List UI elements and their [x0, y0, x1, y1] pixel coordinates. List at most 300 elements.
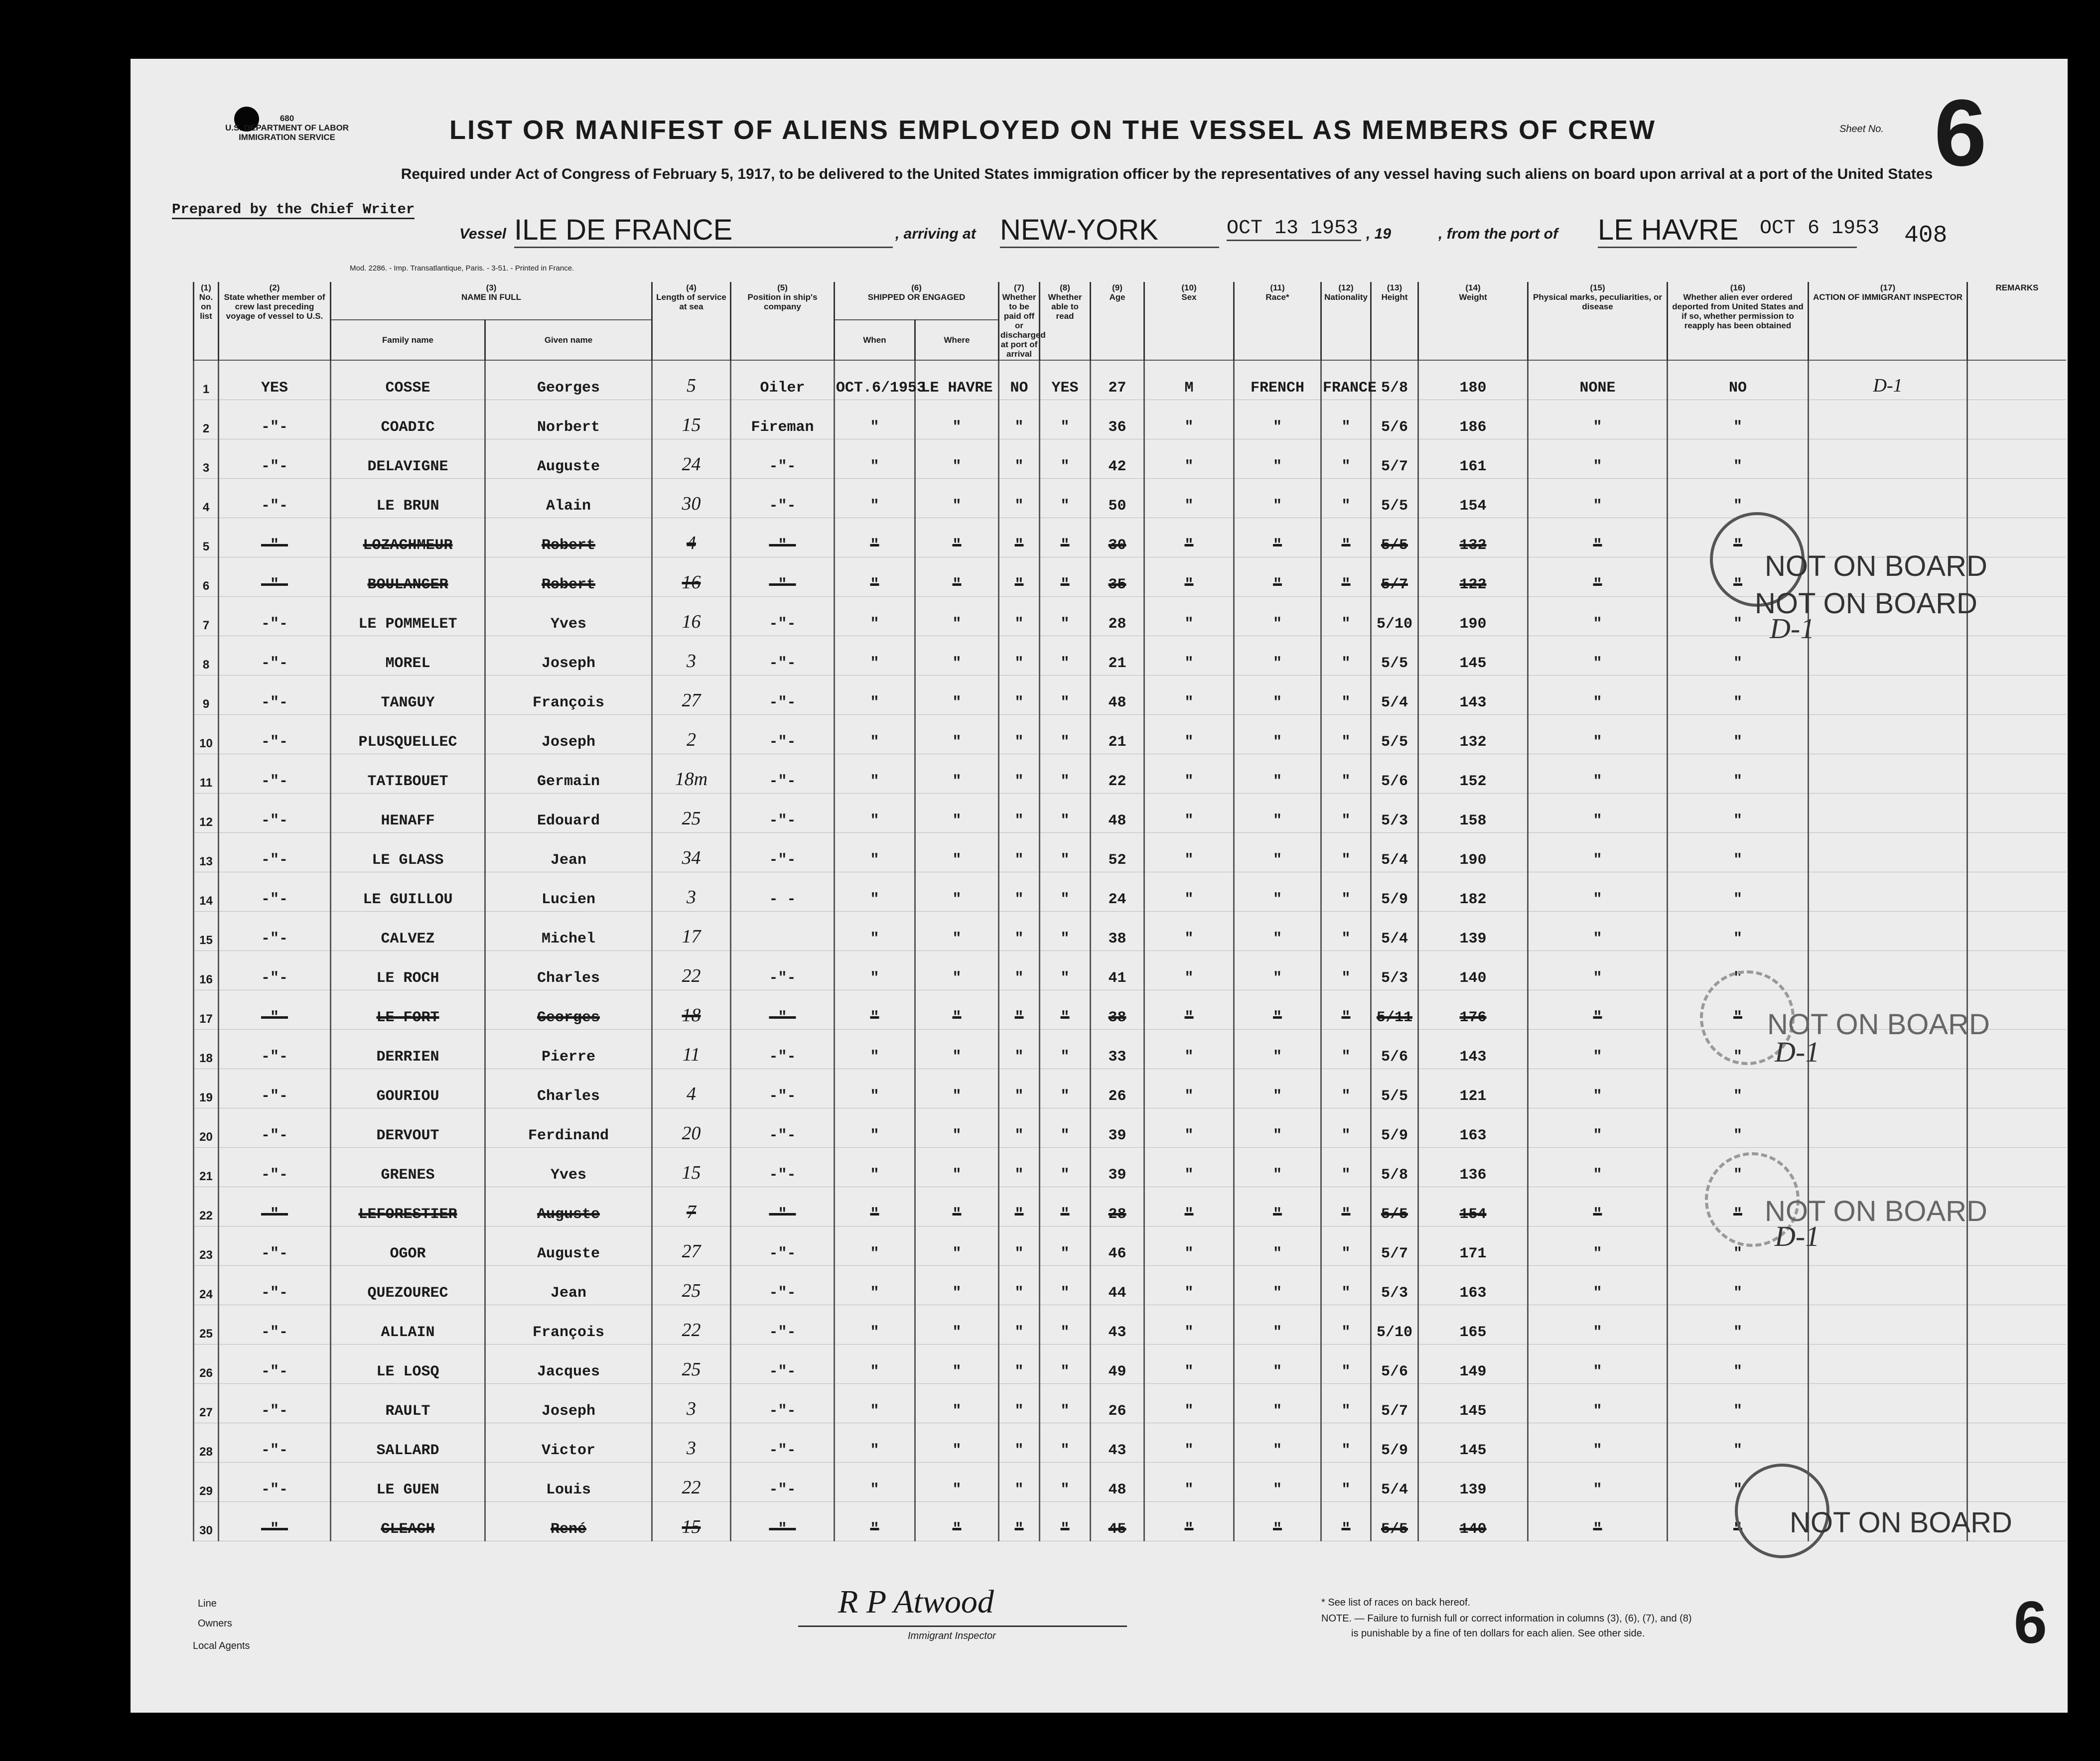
nationality-cell: ": [1321, 1345, 1371, 1384]
physical-marks-cell: ": [1528, 715, 1668, 754]
height-cell: 5/5: [1371, 518, 1418, 557]
shipped-when-cell: ": [835, 1187, 915, 1226]
able-to-read-cell: ": [1040, 1502, 1091, 1541]
height-cell: 5/3: [1371, 1266, 1418, 1305]
height-cell: 5/4: [1371, 833, 1418, 872]
not-on-board-stamp: NOT ON BOARD: [1790, 1506, 2012, 1539]
nationality-cell: ": [1321, 1030, 1371, 1069]
d1-mark: D-1: [1775, 1036, 1820, 1068]
paid-off-cell: ": [999, 557, 1040, 597]
nationality-cell: ": [1321, 1423, 1371, 1463]
form-number: 680: [280, 114, 294, 123]
shipped-when-cell: ": [835, 400, 915, 439]
table-row: [194, 676, 2067, 715]
row-number: 16: [194, 951, 219, 990]
age-cell: 36: [1091, 400, 1144, 439]
prev-voyage-cell: -"-: [219, 1423, 331, 1463]
sheet-label: Sheet No.: [1839, 124, 1884, 135]
given-name-cell: Georges: [485, 360, 652, 400]
position-cell: -"-: [731, 1030, 835, 1069]
col-when-header: When: [835, 320, 915, 361]
family-name-cell: COSSE: [331, 360, 485, 400]
table-row: [194, 872, 2067, 912]
paid-off-cell: ": [999, 1384, 1040, 1423]
sheet-number: 6: [1934, 80, 1987, 186]
family-name-cell: MOREL: [331, 636, 485, 676]
footer-sheet-number: 6: [2014, 1589, 2047, 1656]
service-length-cell: 2: [652, 715, 731, 754]
prev-voyage-cell: -"-: [219, 439, 331, 479]
manifest-sheet: [131, 59, 2068, 1713]
race-cell: ": [1234, 518, 1321, 557]
nationality-cell: ": [1321, 754, 1371, 794]
nationality-cell: FRANCE: [1321, 360, 1371, 400]
age-cell: 43: [1091, 1423, 1144, 1463]
given-name-cell: Charles: [485, 1069, 652, 1108]
row-number: 23: [194, 1226, 219, 1266]
family-name-cell: PLUSQUELLEC: [331, 715, 485, 754]
service-length-cell: 15: [652, 400, 731, 439]
prev-voyage-cell: -"-: [219, 1305, 331, 1345]
shipped-when-cell: ": [835, 439, 915, 479]
d1-mark: D-1: [1770, 612, 1815, 645]
deported-cell: ": [1668, 754, 1809, 794]
age-cell: 38: [1091, 912, 1144, 951]
given-name-cell: Victor: [485, 1423, 652, 1463]
service-length-cell: 3: [652, 1384, 731, 1423]
table-row: [194, 1423, 2067, 1463]
height-cell: 5/4: [1371, 1463, 1418, 1502]
given-name-cell: Joseph: [485, 1384, 652, 1423]
given-name-cell: Jean: [485, 833, 652, 872]
deported-cell: ": [1668, 1226, 1809, 1266]
position-cell: -"-: [731, 1187, 835, 1226]
physical-marks-cell: ": [1528, 1187, 1668, 1226]
action-cell: [1809, 1226, 1967, 1266]
header-row: [194, 282, 2067, 320]
deported-cell: ": [1668, 1502, 1809, 1541]
able-to-read-cell: ": [1040, 400, 1091, 439]
race-cell: ": [1234, 1226, 1321, 1266]
age-cell: 26: [1091, 1384, 1144, 1423]
shipped-when-cell: ": [835, 1423, 915, 1463]
row-number: 11: [194, 754, 219, 794]
shipped-when-cell: ": [835, 1226, 915, 1266]
race-cell: ": [1234, 1148, 1321, 1187]
deported-cell: ": [1668, 1148, 1809, 1187]
sex-cell: ": [1144, 1148, 1234, 1187]
family-name-cell: HENAFF: [331, 794, 485, 833]
weight-cell: 171: [1418, 1226, 1528, 1266]
remarks-cell: [1967, 676, 2066, 715]
table-row: [194, 715, 2067, 754]
nationality-cell: ": [1321, 400, 1371, 439]
prev-voyage-cell: -"-: [219, 912, 331, 951]
col-action-header: (17) ACTION OF IMMIGRANT INSPECTOR: [1809, 282, 1967, 360]
col-race-header: (11) Race*: [1234, 282, 1321, 360]
remarks-cell: [1967, 636, 2066, 676]
race-cell: ": [1234, 1305, 1321, 1345]
action-cell: [1809, 1305, 1967, 1345]
race-cell: ": [1234, 833, 1321, 872]
race-cell: ": [1234, 1266, 1321, 1305]
able-to-read-cell: ": [1040, 1463, 1091, 1502]
shipped-when-cell: ": [835, 715, 915, 754]
nationality-cell: ": [1321, 1069, 1371, 1108]
family-name-cell: CALVEZ: [331, 912, 485, 951]
race-cell: ": [1234, 400, 1321, 439]
family-name-cell: SALLARD: [331, 1423, 485, 1463]
service-length-cell: 18: [652, 990, 731, 1030]
age-cell: 50: [1091, 479, 1144, 518]
weight-cell: 152: [1418, 754, 1528, 794]
height-cell: 5/6: [1371, 1345, 1418, 1384]
table-row: [194, 754, 2067, 794]
able-to-read-cell: ": [1040, 1423, 1091, 1463]
nationality-cell: ": [1321, 1108, 1371, 1148]
physical-marks-cell: ": [1528, 636, 1668, 676]
physical-marks-cell: ": [1528, 1423, 1668, 1463]
family-name-cell: LE BRUN: [331, 479, 485, 518]
physical-marks-cell: ": [1528, 1030, 1668, 1069]
deported-cell: ": [1668, 794, 1809, 833]
shipped-where-cell: ": [915, 1502, 999, 1541]
height-cell: 5/9: [1371, 872, 1418, 912]
sex-cell: ": [1144, 1030, 1234, 1069]
prev-voyage-cell: -"-: [219, 479, 331, 518]
prev-voyage-cell: -"-: [219, 1226, 331, 1266]
deported-cell: ": [1668, 1423, 1809, 1463]
prev-voyage-cell: YES: [219, 360, 331, 400]
position-cell: [731, 912, 835, 951]
given-name-cell: François: [485, 1305, 652, 1345]
table-row: [194, 439, 2067, 479]
nationality-cell: ": [1321, 557, 1371, 597]
position-cell: -"-: [731, 597, 835, 636]
shipped-where-cell: ": [915, 1423, 999, 1463]
service-length-cell: 7: [652, 1187, 731, 1226]
col-position-header: (5) Position in ship's company: [731, 282, 835, 360]
given-name-cell: Charles: [485, 951, 652, 990]
age-cell: 30: [1091, 518, 1144, 557]
from-label: , from the port of: [1438, 226, 1558, 242]
weight-cell: 180: [1418, 360, 1528, 400]
nationality-cell: ": [1321, 872, 1371, 912]
deported-cell: ": [1668, 518, 1809, 557]
deported-cell: ": [1668, 872, 1809, 912]
given-name-cell: Jean: [485, 1266, 652, 1305]
sex-cell: ": [1144, 1069, 1234, 1108]
family-name-cell: LE FORT: [331, 990, 485, 1030]
race-cell: ": [1234, 439, 1321, 479]
row-number: 28: [194, 1423, 219, 1463]
age-cell: 39: [1091, 1148, 1144, 1187]
shipped-when-cell: ": [835, 636, 915, 676]
shipped-where-cell: ": [915, 1108, 999, 1148]
height-cell: 5/7: [1371, 1226, 1418, 1266]
position-cell: -"-: [731, 990, 835, 1030]
paid-off-cell: ": [999, 597, 1040, 636]
weight-cell: 190: [1418, 597, 1528, 636]
age-cell: 48: [1091, 794, 1144, 833]
row-number: 1: [194, 360, 219, 400]
prepared-by: Prepared by the Chief Writer: [172, 201, 415, 219]
physical-marks-cell: ": [1528, 794, 1668, 833]
position-cell: -"-: [731, 1266, 835, 1305]
age-cell: 41: [1091, 951, 1144, 990]
sex-cell: ": [1144, 872, 1234, 912]
physical-marks-cell: ": [1528, 1305, 1668, 1345]
service-length-cell: 17: [652, 912, 731, 951]
shipped-when-cell: ": [835, 990, 915, 1030]
race-cell: ": [1234, 1108, 1321, 1148]
row-number: 14: [194, 872, 219, 912]
shipped-when-cell: ": [835, 1502, 915, 1541]
position-cell: -"-: [731, 636, 835, 676]
shipped-when-cell: ": [835, 1345, 915, 1384]
not-on-board-stamp: NOT ON BOARD: [1765, 550, 1987, 582]
able-to-read-cell: ": [1040, 951, 1091, 990]
col-marks-header: (15) Physical marks, peculiarities, or disease: [1528, 282, 1668, 360]
race-cell: ": [1234, 912, 1321, 951]
arrival-port: NEW-YORK: [1000, 213, 1219, 248]
paid-off-cell: ": [999, 912, 1040, 951]
paid-off-cell: ": [999, 1305, 1040, 1345]
action-cell: [1809, 400, 1967, 439]
family-name-cell: TATIBOUET: [331, 754, 485, 794]
nationality-cell: ": [1321, 439, 1371, 479]
sex-cell: ": [1144, 951, 1234, 990]
sex-cell: ": [1144, 912, 1234, 951]
deported-cell: ": [1668, 400, 1809, 439]
nationality-cell: ": [1321, 990, 1371, 1030]
prev-voyage-cell: -"-: [219, 597, 331, 636]
height-cell: 5/4: [1371, 676, 1418, 715]
shipped-where-cell: ": [915, 439, 999, 479]
position-cell: - -: [731, 872, 835, 912]
able-to-read-cell: ": [1040, 676, 1091, 715]
family-name-cell: CLEACH: [331, 1502, 485, 1541]
given-name-cell: Michel: [485, 912, 652, 951]
shipped-when-cell: ": [835, 872, 915, 912]
col-weight-header: (14) Weight: [1418, 282, 1528, 360]
footer-line-label: Line: [198, 1598, 217, 1609]
service-length-cell: 30: [652, 479, 731, 518]
given-name-cell: Yves: [485, 1148, 652, 1187]
family-name-cell: LOZACHMEUR: [331, 518, 485, 557]
table-row: [194, 400, 2067, 439]
weight-cell: 145: [1418, 1384, 1528, 1423]
shipped-when-cell: ": [835, 912, 915, 951]
table-row: [194, 1108, 2067, 1148]
shipped-when-cell: ": [835, 794, 915, 833]
footnote-races: * See list of races on back hereof.: [1321, 1597, 1471, 1608]
able-to-read-cell: ": [1040, 636, 1091, 676]
paid-off-cell: ": [999, 1502, 1040, 1541]
able-to-read-cell: ": [1040, 715, 1091, 754]
shipped-where-cell: ": [915, 557, 999, 597]
shipped-where-cell: ": [915, 715, 999, 754]
service-length-cell: 27: [652, 676, 731, 715]
race-cell: ": [1234, 676, 1321, 715]
paid-off-cell: ": [999, 1226, 1040, 1266]
physical-marks-cell: ": [1528, 990, 1668, 1030]
nationality-cell: ": [1321, 1384, 1371, 1423]
family-name-cell: TANGUY: [331, 676, 485, 715]
shipped-where-cell: ": [915, 1266, 999, 1305]
race-cell: ": [1234, 597, 1321, 636]
height-cell: 5/5: [1371, 1187, 1418, 1226]
height-cell: 5/4: [1371, 912, 1418, 951]
paid-off-cell: ": [999, 833, 1040, 872]
weight-cell: 190: [1418, 833, 1528, 872]
col-where-header: Where: [915, 320, 999, 361]
able-to-read-cell: ": [1040, 1345, 1091, 1384]
prev-voyage-cell: -"-: [219, 1030, 331, 1069]
action-cell: [1809, 676, 1967, 715]
prev-voyage-cell: -"-: [219, 754, 331, 794]
physical-marks-cell: ": [1528, 1266, 1668, 1305]
service-length-cell: 24: [652, 439, 731, 479]
shipped-when-cell: ": [835, 1384, 915, 1423]
family-name-cell: LE GUEN: [331, 1463, 485, 1502]
sex-cell: ": [1144, 439, 1234, 479]
physical-marks-cell: ": [1528, 479, 1668, 518]
row-number: 5: [194, 518, 219, 557]
position-cell: -"-: [731, 833, 835, 872]
nationality-cell: ": [1321, 1502, 1371, 1541]
shipped-where-cell: ": [915, 833, 999, 872]
family-name-cell: COADIC: [331, 400, 485, 439]
not-on-board-stamp: NOT ON BOARD: [1755, 587, 1977, 620]
paid-off-cell: ": [999, 676, 1040, 715]
not-on-board-stamp: NOT ON BOARD: [1765, 1195, 1987, 1227]
given-name-cell: Edouard: [485, 794, 652, 833]
action-cell: [1809, 1148, 1967, 1187]
remarks-cell: [1967, 360, 2066, 400]
given-name-cell: Joseph: [485, 636, 652, 676]
weight-cell: 140: [1418, 951, 1528, 990]
col-prev-voyage-header: (2) State whether member of crew last preceding voyage of vessel to U.S.: [219, 282, 331, 360]
weight-cell: 163: [1418, 1266, 1528, 1305]
given-name-cell: Yves: [485, 597, 652, 636]
col-nationality-header: (12) Nationality: [1321, 282, 1371, 360]
age-cell: 21: [1091, 636, 1144, 676]
vessel-name: ILE DE FRANCE: [514, 213, 893, 248]
col-service-header: (4) Length of service at sea: [652, 282, 731, 360]
row-number: 7: [194, 597, 219, 636]
remarks-cell: [1967, 1384, 2066, 1423]
physical-marks-cell: ": [1528, 912, 1668, 951]
table-row: [194, 360, 2067, 400]
inspector-signature: R P Atwood: [838, 1584, 994, 1620]
nationality-cell: ": [1321, 676, 1371, 715]
age-cell: 28: [1091, 1187, 1144, 1226]
height-cell: 5/3: [1371, 951, 1418, 990]
page-title: LIST OR MANIFEST OF ALIENS EMPLOYED ON THE VESSEL AS MEMBERS OF CREW: [449, 115, 1657, 145]
able-to-read-cell: ": [1040, 794, 1091, 833]
signature-line: [798, 1626, 1127, 1627]
age-cell: 21: [1091, 715, 1144, 754]
crew-manifest-table: [193, 282, 2066, 1541]
age-cell: 46: [1091, 1226, 1144, 1266]
remarks-cell: [1967, 1069, 2066, 1108]
arriving-label: , arriving at: [895, 226, 976, 242]
physical-marks-cell: ": [1528, 1226, 1668, 1266]
action-cell: [1809, 951, 1967, 990]
row-number: 6: [194, 557, 219, 597]
paid-off-cell: NO: [999, 360, 1040, 400]
shipped-when-cell: ": [835, 676, 915, 715]
footnote-fine: NOTE. — Failure to furnish full or correct information in columns (3), (6), (7), and (8): [1321, 1613, 1692, 1624]
prev-voyage-cell: -"-: [219, 676, 331, 715]
shipped-where-cell: ": [915, 636, 999, 676]
deported-cell: ": [1668, 1345, 1809, 1384]
deported-cell: ": [1668, 557, 1809, 597]
nationality-cell: ": [1321, 951, 1371, 990]
sex-cell: ": [1144, 1384, 1234, 1423]
able-to-read-cell: ": [1040, 1305, 1091, 1345]
table-row: [194, 479, 2067, 518]
race-cell: ": [1234, 1463, 1321, 1502]
shipped-when-cell: ": [835, 479, 915, 518]
prev-voyage-cell: -"-: [219, 518, 331, 557]
col-name-header: (3) NAME IN FULL: [331, 282, 652, 320]
age-cell: 22: [1091, 754, 1144, 794]
able-to-read-cell: ": [1040, 912, 1091, 951]
remarks-cell: [1967, 1345, 2066, 1384]
age-cell: 26: [1091, 1069, 1144, 1108]
row-number: 4: [194, 479, 219, 518]
remarks-cell: [1967, 479, 2066, 518]
deported-cell: ": [1668, 1030, 1809, 1069]
sex-cell: ": [1144, 1345, 1234, 1384]
shipped-where-cell: LE HAVRE: [915, 360, 999, 400]
race-cell: ": [1234, 715, 1321, 754]
service-length-cell: 3: [652, 872, 731, 912]
position-cell: -"-: [731, 1305, 835, 1345]
able-to-read-cell: ": [1040, 1266, 1091, 1305]
deported-cell: ": [1668, 676, 1809, 715]
service-length-cell: 22: [652, 1463, 731, 1502]
able-to-read-cell: YES: [1040, 360, 1091, 400]
service-length-cell: 34: [652, 833, 731, 872]
age-cell: 35: [1091, 557, 1144, 597]
position-cell: -"-: [731, 794, 835, 833]
race-cell: ": [1234, 990, 1321, 1030]
paid-off-cell: ": [999, 1148, 1040, 1187]
paid-off-cell: ": [999, 951, 1040, 990]
given-name-cell: Norbert: [485, 400, 652, 439]
physical-marks-cell: ": [1528, 676, 1668, 715]
paid-off-cell: ": [999, 518, 1040, 557]
given-name-cell: René: [485, 1502, 652, 1541]
sex-cell: ": [1144, 715, 1234, 754]
given-name-cell: Auguste: [485, 1187, 652, 1226]
height-cell: 5/7: [1371, 439, 1418, 479]
race-cell: ": [1234, 1069, 1321, 1108]
prev-voyage-cell: -"-: [219, 1345, 331, 1384]
paid-off-cell: ": [999, 400, 1040, 439]
service-length-cell: 16: [652, 597, 731, 636]
service-length-cell: 3: [652, 636, 731, 676]
service-length-cell: 16: [652, 557, 731, 597]
nationality-cell: ": [1321, 1148, 1371, 1187]
remarks-cell: [1967, 597, 2066, 636]
race-cell: ": [1234, 794, 1321, 833]
shipped-where-cell: ": [915, 1187, 999, 1226]
remarks-cell: [1967, 872, 2066, 912]
